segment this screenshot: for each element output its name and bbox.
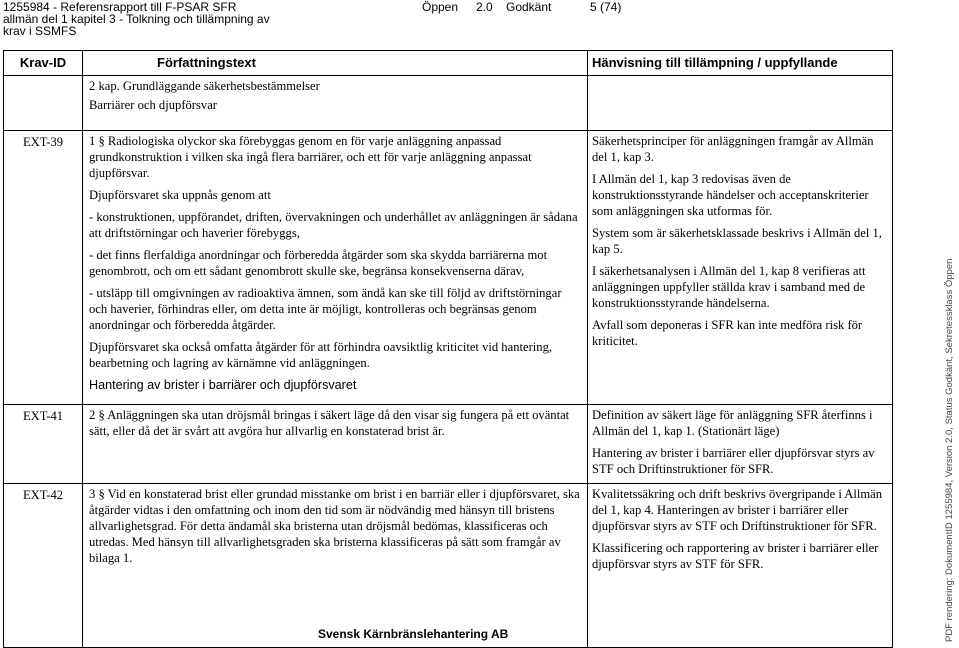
requirement-paragraph: 2 § Anläggningen ska utan dröjsmål bringas i säkert läge då den visar sig fungera på ett oväntat sätt, eller då det är svårt att avgöra hur allvarlig en konstaterad brist är. — [89, 408, 570, 438]
requirements-table — [3, 50, 893, 648]
requirement-paragraph: Djupförsvaret ska också omfatta åtgärder för att förhindra oavsiktlig kriticitet vid hantering, bearbetning och lagring av kärnämne vid anläggningen. — [89, 340, 553, 370]
reference-paragraph: I säkerhetsanalysen i Allmän del 1, kap 8 verifieras att anläggningen uppfyller ställda krav i samband med de konstruktionsstyrande händelserna. — [592, 264, 866, 310]
column-header-id: Krav-ID — [4, 51, 83, 76]
approval-status: Godkänt — [506, 0, 552, 14]
page-count: 5 (74) — [590, 0, 622, 14]
intro-reference-cell — [588, 76, 893, 131]
table-row-intro — [4, 76, 893, 131]
company-footer: Svensk Kärnbränslehantering AB — [318, 627, 509, 641]
document-subtitle-line1: allmän del 1 kapitel 3 - Tolkning och tillämpning av — [3, 12, 270, 26]
document-status: Öppen — [422, 0, 459, 14]
reference-paragraph: Säkerhetsprinciper för anläggningen framgår av Allmän del 1, kap 3. — [592, 134, 874, 164]
reference-paragraph: Klassificering och rapportering av brister i barriärer eller djupförsvar styrs av STF för SFR. — [592, 541, 879, 571]
requirement-paragraph: 1 § Radiologiska olyckor ska förebyggas genom en för varje anläggning anpassad grundkonstruktion i vilken ska ingå flera barriärer, och ett för varje anläggning anpassat djupförsvar. — [89, 134, 532, 180]
section-heading: Barriärer och djupförsvar — [89, 98, 217, 112]
reference-cell — [588, 484, 893, 648]
section-heading: Hantering av brister i barriärer och djupförsvaret — [89, 378, 357, 392]
requirement-paragraph: Djupförsvaret ska uppnås genom att — [89, 188, 271, 202]
table-row — [4, 131, 893, 405]
table-header-row — [4, 51, 893, 76]
requirement-paragraph: - konstruktionen, uppförandet, driften, övervakningen och underhållet av anläggningen är sådana att driftstörningar och haverier förebyggs, — [89, 210, 578, 240]
reference-paragraph: Definition av säkert läge för anläggning SFR återfinns i Allmän del 1, kap 1. (Stationärt läge) — [592, 408, 873, 438]
document-version: 2.0 — [476, 0, 493, 14]
reference-paragraph: System som är säkerhetsklassade beskrivs i Allmän del 1, kap 5. — [592, 226, 882, 256]
document-subtitle-line2: krav i SSMFS — [3, 24, 77, 38]
requirement-id: EXT-41 — [4, 405, 83, 484]
pdf-rendering-sidebar: PDF rendering: DokumentID 1255984, Version 2.0, Status Godkänt, Sekretessklass Öppen — [944, 258, 955, 642]
requirement-text-cell — [83, 405, 588, 484]
chapter-heading: 2 kap. Grundläggande säkerhetsbestämmelser — [89, 79, 320, 93]
reference-paragraph: Hantering av brister i barriärer eller djupförsvar styrs av STF och Driftinstruktioner för SFR. — [592, 446, 875, 476]
reference-paragraph: Avfall som deponeras i SFR kan inte medföra risk för kriticitet. — [592, 318, 863, 348]
document-id-title: 1255984 - Referensrapport till F-PSAR SFR — [3, 0, 237, 14]
reference-paragraph: I Allmän del 1, kap 3 redovisas även de konstruktionsstyrande händelser och acceptanskriterier som anläggningen ska utformas för. — [592, 172, 869, 218]
column-header-reference: Hänvisning till tillämpning / uppfyllande — [588, 51, 893, 76]
requirement-paragraph: - utsläpp till omgivningen av radioaktiva ämnen, som ändå kan ske till följd av driftstörningar och haverier, förhindras eller, om detta inte är möjligt, kontrolleras och begränsas genom anordningar och förberedda åtgärder. — [89, 286, 562, 332]
reference-paragraph: Kvalitetssäkring och drift beskrivs övergripande i Allmän del 1, kap 4. Hanteringen av brister i barriärer eller djupförsvar styrs av STF och Driftinstruktioner för SFR. — [592, 487, 883, 533]
intro-text-cell — [83, 76, 588, 131]
requirement-paragraph: 3 § Vid en konstaterad brist eller grundad misstanke om brist i en barriär eller i djupförsvaret, ska åtgärder vidtas i den omfattning och inom den tid som är nödvändig med hänsyn till bristens allvarlighetsgrad. För detta ändamål ska bristerna utan dröjsmål bedömas, klassificeras och utredas. Med hänsyn till allvarlighetsgraden ska bristerna klassificeras på sätt som framgår av bilaga 1. — [89, 487, 580, 565]
reference-cell — [588, 405, 893, 484]
requirement-text-cell — [83, 131, 588, 405]
requirement-paragraph: - det finns flerfaldiga anordningar och förberedda åtgärder som ska skydda barriärerna mot genombrott, och om ett sådant genombrott skulle ske, begränsa konsekvenserna därav, — [89, 248, 548, 278]
column-header-text: Författningstext — [83, 51, 588, 76]
reference-cell — [588, 131, 893, 405]
requirement-id: EXT-39 — [4, 131, 83, 405]
table-row — [4, 484, 893, 648]
requirement-id: EXT-42 — [4, 484, 83, 648]
table-row — [4, 405, 893, 484]
requirement-text-cell — [83, 484, 588, 648]
intro-id-cell — [4, 76, 83, 131]
